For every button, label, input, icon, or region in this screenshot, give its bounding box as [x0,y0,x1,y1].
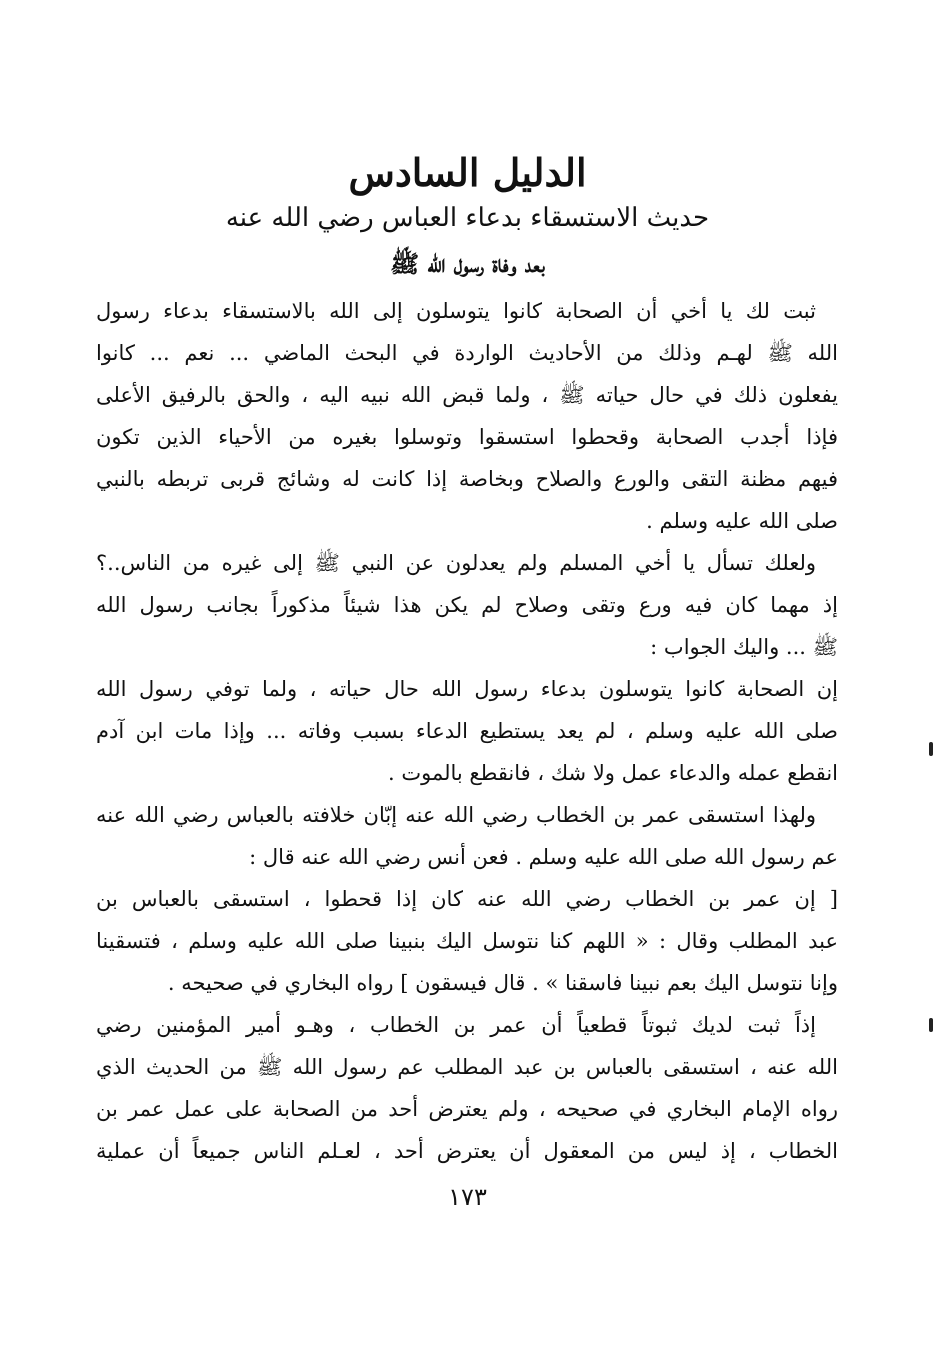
text-line-11: صلى الله عليه وسلم ، لم يعد يستطيع الدعاء بسبب وفاته ... وإذا مات ابن آدم [96,719,838,743]
scan-margin-mark [929,1018,933,1032]
text-line-12: انقطع عمله والدعاء عمل ولا شك ، فانقطع بالموت . [387,761,838,785]
text-line-7: ولعلك تسأل يا أخي المسلم ولم يعدلون عن النبي ﷺ إلى غيره من الناس..؟ [96,551,816,575]
text-line-1: ثبت لك يا أخي أن الصحابة كانوا يتوسلون إلى الله بالاستسقاء بدعاء رسول [96,299,816,323]
chapter-subtitle: حديث الاستسقاء بدعاء العباس رضي الله عنه [225,203,710,233]
chapter-subtitle-secondary: بعد وفاة رسول الله ﷺ [390,249,545,278]
text-line-3: يفعلون ذلك في حال حياته ﷺ ، ولما قبض الله نبيه اليه ، والحق بالرفيق الأعلى [96,383,838,407]
text-line-13: ولهذا استسقى عمر بن الخطاب رضي الله عنه إبّان خلافته بالعباس رضي الله عنه [96,803,816,827]
text-line-16: عبد المطلب وقال : « اللهم كنا نتوسل اليك بنبينا صلى الله عليه وسلم ، فتسقينا [96,929,838,953]
text-line-2: الله ﷺ لهـم وذلك من الأحاديث الواردة في البحث الماضي ... نعم ... كانوا [96,341,838,365]
text-line-5: فيهم مظنة التقى والورع والصلاح وبخاصة إذا كانت له وشائج قربى تربطه بالنبي [96,467,838,491]
text-line-8: إذ مهما كان فيه ورع وتقى وصلاح لم يكن هذا شيئاً مذكوراً بجانب رسول الله [96,593,838,617]
text-line-14: عم رسول الله صلى الله عليه وسلم . فعن أنس رضي الله عنه قال : [249,845,838,869]
text-line-20: رواه الإمام البخاري في صحيحه ، ولم يعترض أحد من الصحابة على عمل عمر بن [96,1097,838,1121]
text-line-10: إن الصحابة كانوا يتوسلون بدعاء رسول الله حال حياته ، ولما توفي رسول الله [96,677,838,701]
text-line-9: ﷺ ... واليك الجواب : [650,635,838,659]
text-line-17: وإنا نتوسل اليك بعم نبينا فاسقنا » . قال فيسقون ] رواه البخاري في صحيحه . [167,971,838,995]
text-line-18: إذاً ثبت لديك ثبوتاً قطعياً أن عمر بن الخطاب ، وهـو أمير المؤمنين رضي [96,1013,816,1037]
text-line-15: [ إن عمر بن الخطاب رضي الله عنه كان إذا قحطوا ، استسقى بالعباس بن [96,887,838,911]
scan-margin-mark [929,742,933,756]
text-line-4: فإذا أجدب الصحابة وقحطوا استسقوا وتوسلوا بغيره من الأحياء الذين تكون [96,425,838,449]
text-line-19: الله عنه ، استسقى بالعباس بن عبد المطلب عم رسول الله ﷺ من الحديث الذي [96,1055,838,1079]
text-line-21: الخطاب ، إذ ليس من المعقول أن يعترض أحد ، لعـلم الناس جميعاً أن عملية [96,1139,838,1163]
chapter-title: الدليل السادس [348,150,587,195]
text-line-6: صلى الله عليه وسلم . [646,509,838,533]
page-number: ١٧٣ [448,1183,487,1211]
